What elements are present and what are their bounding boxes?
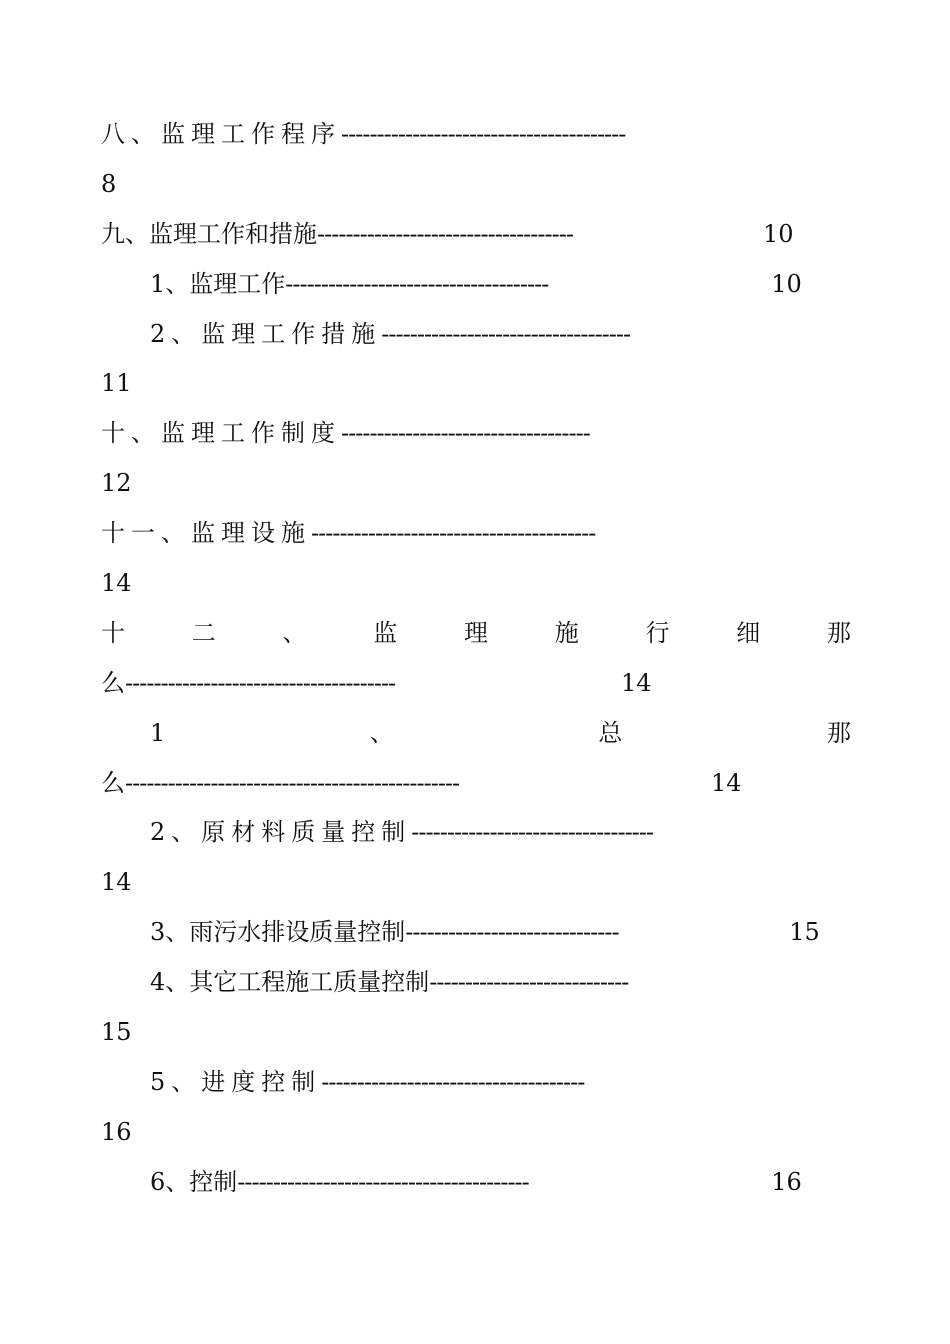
toc-page-number: 15 [101,1018,132,1047]
toc-entry-title: 2、原材料质量控制 [150,818,412,847]
toc-page-number: 14 [711,768,742,797]
toc-leader: ------------------------------------- [321,1067,585,1096]
toc-leader: ---------------------------- [429,968,629,997]
toc-entry-title: 3、雨污水排设质量控制 [150,918,406,947]
toc-page-number: 14 [101,569,132,598]
toc-entry-continuation [101,759,851,809]
toc-page-number: 10 [771,269,802,298]
toc-page-number: 14 [621,668,652,697]
toc-char: 施 [554,618,579,647]
toc-page-number: 16 [771,1167,802,1196]
toc-entry-title: 4、其它工程施工质量控制 [150,968,430,997]
toc-entry [101,260,851,310]
toc-leader: ------------------------------------ [317,219,573,248]
toc-entry [101,908,851,958]
toc-char: 总 [598,718,623,747]
toc-char: 、 [282,618,307,647]
toc-entry-title: 八、监理工作程序 [101,120,341,148]
toc-leader: -------------------------------------- [125,668,396,697]
toc-entry-continuation [101,659,851,709]
toc-entry [101,210,851,260]
toc-entry-title: 5、进度控制 [150,1067,322,1096]
toc-entry [101,1158,851,1208]
toc-entry-title: 么 [101,768,125,797]
toc-char: 那 [826,718,851,747]
toc-leader: ----------------------------------- [381,319,631,348]
toc-entry [101,110,851,160]
toc-char: 理 [464,618,488,647]
toc-entry-title: 么 [101,668,125,697]
toc-page-number: 10 [763,219,794,248]
toc-page-number: 15 [789,918,820,947]
toc-leader: ---------------------------------- [411,818,653,847]
toc-leader: ----------------------------------------------- [125,768,460,797]
toc-leader: ------------------------------ [405,918,619,947]
toc-entry-title: 十一、监理设施 [101,519,311,548]
toc-char: 、 [369,718,394,747]
toc-page-number: 11 [101,369,132,398]
toc-page-number: 14 [101,868,132,897]
toc-entry [101,310,851,360]
toc-entry-justified [101,709,851,759]
toc-entry [101,509,851,559]
toc-entry-title: 2、监理工作措施 [150,319,382,348]
toc-page-number: 12 [101,469,132,498]
toc-entry [101,808,851,858]
toc-char: 十 [101,618,125,647]
toc-char: 监 [373,618,398,647]
toc-char: 行 [645,618,670,647]
toc-leader: ---------------------------------------- [311,519,596,548]
toc-entry [101,1058,851,1108]
toc-entry [101,409,851,459]
toc-entry-justified [101,609,851,659]
toc-page-number: 8 [101,169,117,198]
toc-entry-title: 1、监理工作 [150,269,286,298]
toc-char: 那 [827,618,851,647]
toc-page [101,110,851,1208]
toc-char: 1 [150,718,166,747]
toc-leader: ---------------------------------------- [341,120,626,148]
toc-page-number: 16 [101,1117,132,1146]
toc-char: 细 [736,618,761,647]
toc-entry-title: 6、控制 [150,1167,238,1196]
toc-entry [101,958,851,1008]
toc-leader: ----------------------------------- [341,419,590,448]
toc-leader: ----------------------------------------- [237,1167,529,1196]
toc-entry-title: 十、监理工作制度 [101,419,341,448]
toc-char: 二 [191,618,216,647]
toc-leader: ------------------------------------- [285,269,549,298]
toc-entry-title: 九、监理工作和措施 [101,219,317,248]
